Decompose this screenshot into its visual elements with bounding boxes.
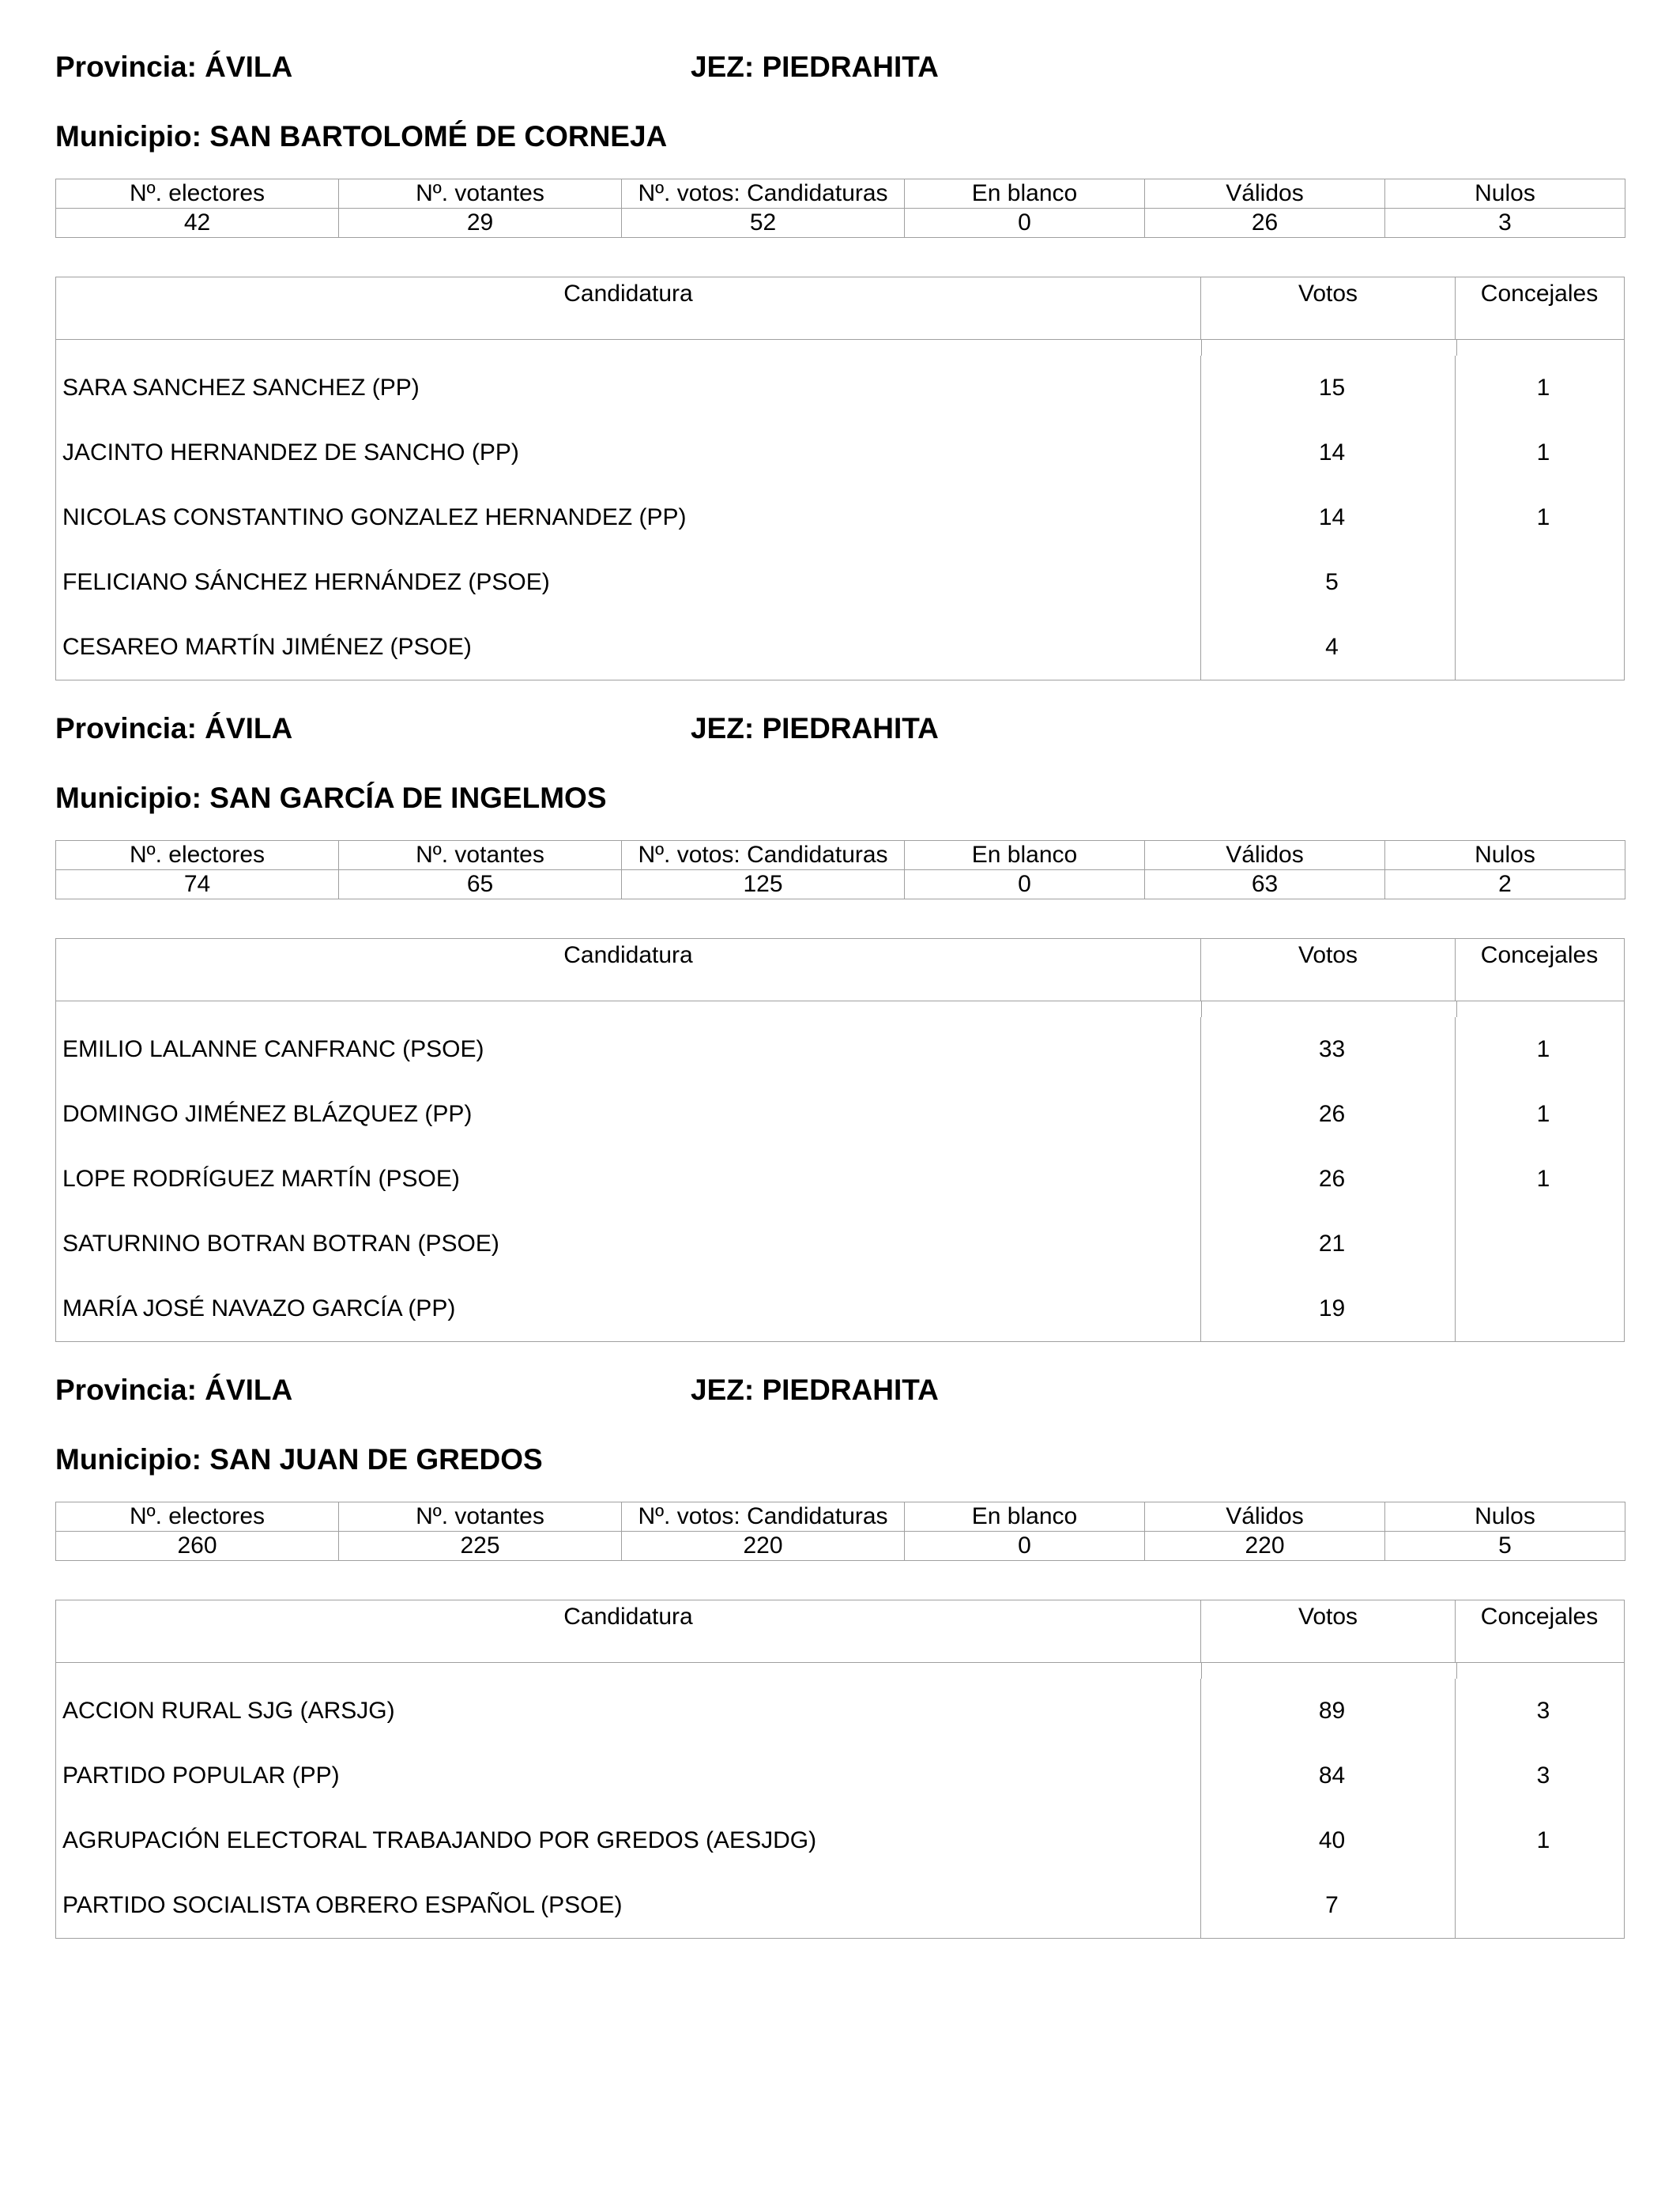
candidates-header (56, 939, 1624, 1001)
candidate-votos: 84 (1201, 1744, 1456, 1808)
candidate-name: CESAREO MARTÍN JIMÉNEZ (PSOE) (56, 615, 1201, 680)
stats-value-electores: 260 (56, 1532, 339, 1561)
table-row (56, 1017, 1623, 1082)
candidates-table (55, 1600, 1625, 1939)
table-row (56, 615, 1623, 680)
stats-header-validos: Válidos (1145, 1502, 1385, 1532)
stats-value-row (56, 209, 1625, 238)
stats-value-validos: 220 (1145, 1532, 1385, 1561)
candidates-header (56, 1600, 1624, 1663)
stats-header-en-blanco: En blanco (905, 1502, 1145, 1532)
candidate-votos: 26 (1201, 1082, 1456, 1147)
candidate-concejales: 3 (1536, 1762, 1550, 1789)
stats-header-en-blanco: En blanco (905, 179, 1145, 209)
provincia-label: Provincia: ÁVILA (55, 51, 293, 83)
candidate-name: PARTIDO POPULAR (PP) (56, 1744, 1201, 1808)
stats-value-votantes: 65 (339, 870, 622, 899)
candidate-name: ACCION RURAL SJG (ARSJG) (56, 1679, 1201, 1744)
candidate-name: DOMINGO JIMÉNEZ BLÁZQUEZ (PP) (56, 1082, 1201, 1147)
candidate-name: MARÍA JOSÉ NAVAZO GARCÍA (PP) (56, 1276, 1201, 1341)
candidate-concejales: 1 (1536, 1166, 1550, 1192)
candidate-concejales: 1 (1536, 504, 1550, 530)
municipio-title: Municipio: SAN GARCÍA DE INGELMOS (55, 782, 607, 814)
stats-value-en-blanco: 0 (905, 870, 1145, 899)
candidate-votos: 5 (1201, 550, 1456, 615)
stats-value-votos-candidaturas: 52 (622, 209, 905, 238)
stats-value-nulos: 5 (1385, 1532, 1625, 1561)
municipio-title: Municipio: SAN BARTOLOMÉ DE CORNEJA (55, 120, 668, 153)
table-row (56, 1873, 1623, 1938)
table-row (56, 1276, 1623, 1341)
stats-value-en-blanco: 0 (905, 1532, 1145, 1561)
stats-value-votantes: 29 (339, 209, 622, 238)
stats-header-electores: Nº. electores (56, 1502, 339, 1532)
header-votos: Votos (1201, 939, 1456, 1001)
header-candidatura: Candidatura (56, 939, 1201, 1001)
stats-value-nulos: 3 (1385, 209, 1625, 238)
candidate-concejales (1456, 1873, 1623, 1938)
candidate-name: SATURNINO BOTRAN BOTRAN (PSOE) (56, 1212, 1201, 1276)
candidate-name: LOPE RODRÍGUEZ MARTÍN (PSOE) (56, 1147, 1201, 1212)
candidate-concejales (1456, 550, 1623, 615)
stats-header-en-blanco: En blanco (905, 841, 1145, 870)
candidates-table (55, 277, 1625, 680)
candidate-votos: 14 (1201, 485, 1456, 550)
stats-header-votos-candidaturas: Nº. votos: Candidaturas (622, 841, 905, 870)
jez-label: JEZ: PIEDRAHITA (691, 712, 939, 745)
stats-header-electores: Nº. electores (56, 179, 339, 209)
table-row (56, 1147, 1623, 1212)
header-concejales: Concejales (1480, 942, 1599, 968)
stats-header-votos-candidaturas: Nº. votos: Candidaturas (622, 179, 905, 209)
candidates-table (55, 938, 1625, 1342)
candidate-name: EMILIO LALANNE CANFRANC (PSOE) (56, 1017, 1201, 1082)
stats-table (55, 179, 1625, 238)
stats-header-nulos: Nulos (1385, 179, 1625, 209)
table-row (56, 485, 1623, 550)
header-concejales: Concejales (1480, 1604, 1599, 1630)
jez-label: JEZ: PIEDRAHITA (691, 1374, 939, 1406)
stats-table (55, 1502, 1625, 1561)
candidate-name: AGRUPACIÓN ELECTORAL TRABAJANDO POR GREDOS (AESJDG) (56, 1808, 1201, 1873)
stats-value-row (56, 1532, 1625, 1561)
stats-header-votos-candidaturas: Nº. votos: Candidaturas (622, 1502, 905, 1532)
stats-value-en-blanco: 0 (905, 209, 1145, 238)
header-candidatura: Candidatura (56, 277, 1201, 339)
table-row (56, 1679, 1623, 1744)
candidates-header (56, 277, 1624, 340)
candidate-votos: 21 (1201, 1212, 1456, 1276)
stats-value-votantes: 225 (339, 1532, 622, 1561)
candidate-votos: 33 (1201, 1017, 1456, 1082)
candidate-votos: 19 (1201, 1276, 1456, 1341)
stats-header-row (56, 841, 1625, 870)
stats-value-row (56, 870, 1625, 899)
stats-value-validos: 26 (1145, 209, 1385, 238)
candidate-concejales: 1 (1536, 1827, 1550, 1853)
table-row (56, 1744, 1623, 1808)
candidate-votos: 89 (1201, 1679, 1456, 1744)
stats-value-votos-candidaturas: 220 (622, 1532, 905, 1561)
candidate-concejales: 1 (1536, 1101, 1550, 1127)
table-row (56, 356, 1623, 420)
candidate-name: NICOLAS CONSTANTINO GONZALEZ HERNANDEZ (PP) (56, 485, 1201, 550)
table-row (56, 1212, 1623, 1276)
stats-header-electores: Nº. electores (56, 841, 339, 870)
candidate-concejales: 1 (1536, 375, 1550, 401)
stats-table (55, 840, 1625, 899)
candidate-name: SARA SANCHEZ SANCHEZ (PP) (56, 356, 1201, 420)
stats-value-votos-candidaturas: 125 (622, 870, 905, 899)
candidate-votos: 14 (1201, 420, 1456, 485)
stats-value-electores: 74 (56, 870, 339, 899)
stats-value-validos: 63 (1145, 870, 1385, 899)
candidate-votos: 4 (1201, 615, 1456, 680)
candidate-concejales: 3 (1536, 1698, 1550, 1724)
stats-header-nulos: Nulos (1385, 841, 1625, 870)
stats-header-votantes: Nº. votantes (339, 841, 622, 870)
candidate-name: PARTIDO SOCIALISTA OBRERO ESPAÑOL (PSOE) (56, 1873, 1201, 1938)
provincia-label: Provincia: ÁVILA (55, 712, 293, 745)
candidate-concejales (1456, 615, 1623, 680)
candidate-votos: 7 (1201, 1873, 1456, 1938)
candidate-name: JACINTO HERNANDEZ DE SANCHO (PP) (56, 420, 1201, 485)
table-row (56, 1808, 1623, 1873)
candidate-votos: 15 (1201, 356, 1456, 420)
municipio-title: Municipio: SAN JUAN DE GREDOS (55, 1443, 543, 1476)
stats-header-validos: Válidos (1145, 841, 1385, 870)
header-votos: Votos (1201, 277, 1456, 339)
stats-value-electores: 42 (56, 209, 339, 238)
table-row (56, 550, 1623, 615)
stats-value-nulos: 2 (1385, 870, 1625, 899)
stats-header-row (56, 1502, 1625, 1532)
candidate-concejales: 1 (1536, 439, 1550, 466)
table-row (56, 420, 1623, 485)
header-votos: Votos (1201, 1600, 1456, 1662)
candidate-votos: 26 (1201, 1147, 1456, 1212)
stats-header-row (56, 179, 1625, 209)
header-candidatura: Candidatura (56, 1600, 1201, 1662)
stats-header-votantes: Nº. votantes (339, 179, 622, 209)
stats-header-nulos: Nulos (1385, 1502, 1625, 1532)
candidate-concejales: 1 (1536, 1036, 1550, 1062)
stats-header-validos: Válidos (1145, 179, 1385, 209)
header-concejales: Concejales (1480, 281, 1599, 307)
jez-label: JEZ: PIEDRAHITA (691, 51, 939, 83)
stats-header-votantes: Nº. votantes (339, 1502, 622, 1532)
candidate-votos: 40 (1201, 1808, 1456, 1873)
candidate-concejales (1456, 1212, 1623, 1276)
candidate-name: FELICIANO SÁNCHEZ HERNÁNDEZ (PSOE) (56, 550, 1201, 615)
provincia-label: Provincia: ÁVILA (55, 1374, 293, 1406)
table-row (56, 1082, 1623, 1147)
candidate-concejales (1456, 1276, 1623, 1341)
